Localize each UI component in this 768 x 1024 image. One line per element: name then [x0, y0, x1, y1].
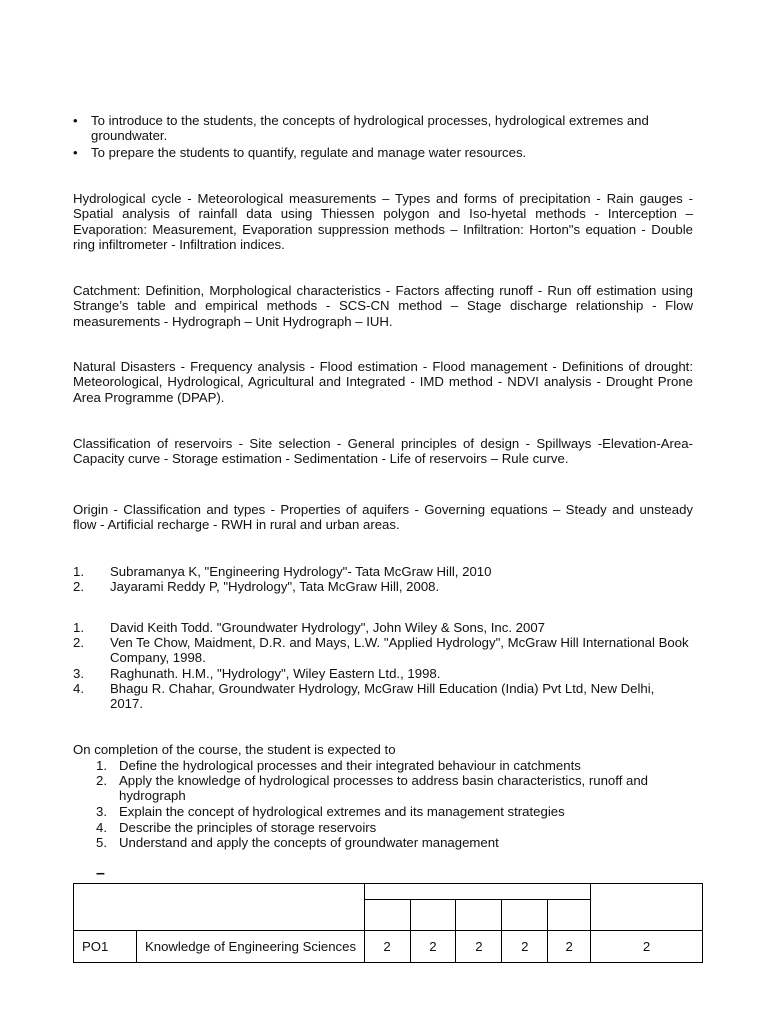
list-number: 2.: [73, 579, 84, 594]
avg-value: 2: [591, 931, 703, 963]
co-header-cell: [410, 900, 456, 931]
unit-2-content: Catchment: Definition, Morphological characteristics - Factors affecting runoff - Run off estimation using Strange’s table and empirical methods - SCS-CN method – Stage discharge relationship - Flow measurements - Hydrograph – Unit Hydrograph – IUH.: [73, 283, 693, 329]
outcomes-intro: On completion of the course, the student is expected to: [73, 742, 396, 757]
bullet-icon: •: [73, 145, 78, 160]
reference-text: David Keith Todd. "Groundwater Hydrology", John Wiley & Sons, Inc. 2007: [110, 620, 546, 635]
reference-text: Raghunath. H.M., "Hydrology", Wiley Eastern Ltd., 1998.: [110, 666, 441, 681]
list-number: 2.: [96, 773, 107, 788]
reference-text: Ven Te Chow, Maidment, D.R. and Mays, L.W. "Applied Hydrology", McGraw Hill International Book Company, 1998.: [110, 635, 689, 666]
list-number: 3.: [73, 666, 84, 681]
unit-3-content: Natural Disasters - Frequency analysis - Flood estimation - Flood management - Definitions of drought: Meteorological, Hydrological, Agricultural and Integrated - IMD method - NDVI analysis - Drought Prone Area Programme (DPAP).: [73, 359, 693, 405]
co-value: 2: [456, 931, 502, 963]
bullet-icon: •: [73, 113, 78, 128]
outcome-text: Define the hydrological processes and their integrated behaviour in catchments: [119, 758, 581, 773]
co-header-cell: [456, 900, 502, 931]
outcome-text: Describe the principles of storage reservoirs: [119, 820, 377, 835]
co-value: 2: [364, 931, 410, 963]
table-header-cell: [364, 884, 591, 900]
objective-text: To prepare the students to quantify, regulate and manage water resources.: [91, 145, 527, 160]
list-number: 2.: [73, 635, 84, 650]
textbook-text: Subramanya K, "Engineering Hydrology"- Tata McGraw Hill, 2010: [110, 564, 492, 579]
outcome-text: Apply the knowledge of hydrological processes to address basin characteristics, runoff and hydrograph: [119, 773, 649, 804]
po-code: PO1: [74, 931, 137, 963]
list-number: 1.: [96, 758, 107, 773]
table-header-cell: [74, 884, 365, 931]
co-header-cell: [502, 900, 548, 931]
list-number: 4.: [73, 681, 84, 696]
textbook-text: Jayarami Reddy P, "Hydrology", Tata McGraw Hill, 2008.: [110, 579, 440, 594]
co-value: 2: [548, 931, 591, 963]
table-header-row: [74, 884, 703, 900]
po-mapping-table: [73, 883, 703, 963]
table-header-cell: [591, 884, 703, 931]
reference-text: Bhagu R. Chahar, Groundwater Hydrology, McGraw Hill Education (India) Pvt Ltd, New Delhi, 2017.: [110, 681, 655, 712]
outcome-text: Explain the concept of hydrological extremes and its management strategies: [119, 804, 565, 819]
objective-text: To introduce to the students, the concepts of hydrological processes, hydrological extremes and groundwater.: [91, 113, 649, 144]
co-header-cell: [548, 900, 591, 931]
list-number: 1.: [73, 620, 84, 635]
list-number: 1.: [73, 564, 84, 579]
co-value: 2: [502, 931, 548, 963]
po-name: Knowledge of Engineering Sciences: [136, 931, 364, 963]
dash-mark: –: [96, 865, 105, 882]
unit-4-content: Classification of reservoirs - Site selection - General principles of design - Spillways -Elevation-Area-Capacity curve - Storage estimation - Sedimentation - Life of reservoirs – Rule curve.: [73, 436, 693, 467]
unit-1-content: Hydrological cycle - Meteorological measurements – Types and forms of precipitation - Rain gauges - Spatial analysis of rainfall data using Thiessen polygon and Iso-hyetal methods - Interception – Evaporation: Measurement, Evaporation suppression methods – Infiltration: Horton"s equation - Double ring infiltrometer - Infiltration indices.: [73, 191, 693, 253]
list-number: 5.: [96, 835, 107, 850]
outcome-text: Understand and apply the concepts of groundwater management: [119, 835, 499, 850]
co-value: 2: [410, 931, 456, 963]
table-row: [74, 931, 703, 963]
co-header-cell: [364, 900, 410, 931]
list-number: 4.: [96, 820, 107, 835]
list-number: 3.: [96, 804, 107, 819]
unit-5-content: Origin - Classification and types - Properties of aquifers - Governing equations – Steady and unsteady flow - Artificial recharge - RWH in rural and urban areas.: [73, 502, 693, 533]
